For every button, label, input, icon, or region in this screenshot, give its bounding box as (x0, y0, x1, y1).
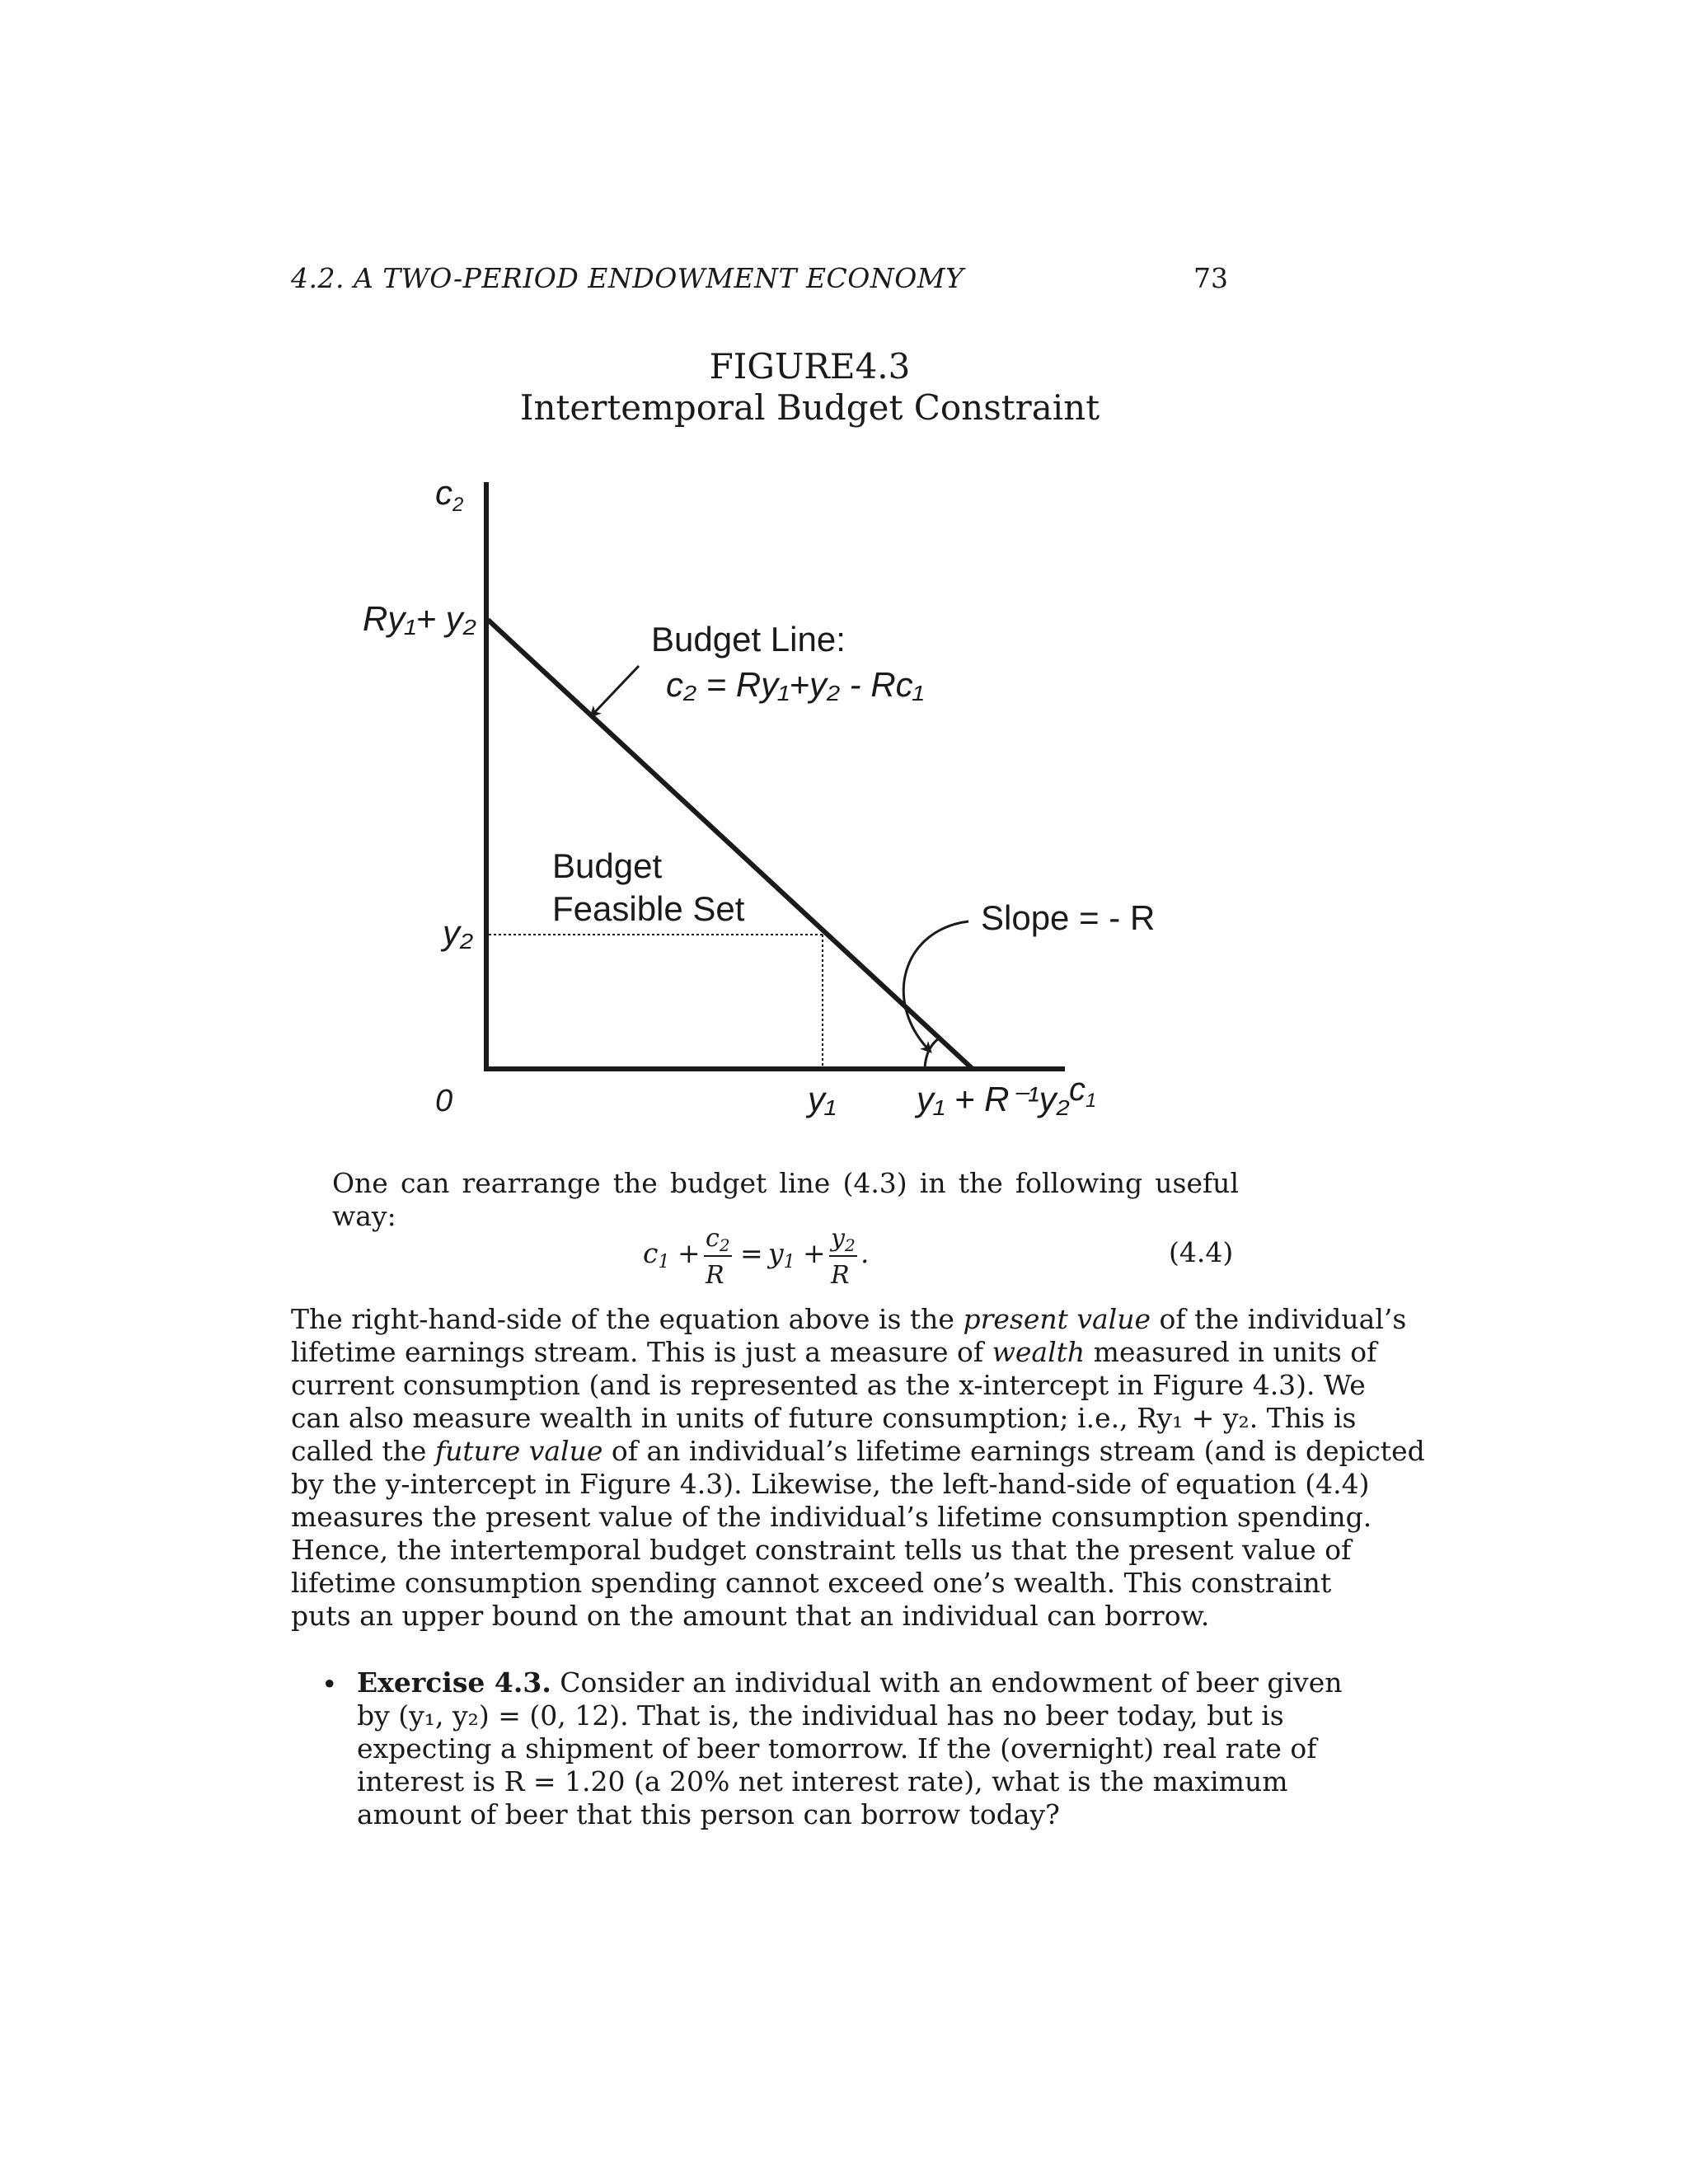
exercise-line: amount of beer that this person can borrow today? (357, 1798, 1060, 1830)
budget-line-equation: c₂ = Ry₁+y₂ - Rc₁ (666, 665, 924, 704)
exercise-4-3 (357, 1666, 1343, 1831)
svg-text:+: + (803, 1237, 826, 1269)
exercise-line: by (y₁, y₂) = (0, 12). That is, the individual has no beer today, but is (357, 1699, 1284, 1732)
body-line: measures the present value of the individual’s lifetime consumption spending. (291, 1501, 1372, 1533)
x-axis-label: $c_1$ (1069, 1071, 1097, 1112)
svg-text:+: + (678, 1237, 701, 1269)
budget-line-arrow (592, 666, 639, 715)
bullet-icon: • (321, 1668, 338, 1700)
body-line: by the y-intercept in Figure 4.3). Likewise, the left-hand-side of equation (4.4) (291, 1468, 1370, 1500)
body-line: puts an upper bound on the amount that an individual can borrow. (291, 1600, 1210, 1632)
exercise-line-first (357, 1666, 1343, 1699)
running-header: 4.2. A TWO-PERIOD ENDOWMENT ECONOMY (291, 262, 964, 294)
y2-label: y₂ (443, 913, 474, 952)
body-line: lifetime earnings stream. This is just a measure of wealth measured in units of (291, 1336, 1377, 1368)
svg-text:y2: $y_2$ (831, 1226, 856, 1255)
body-paragraph (291, 1303, 1425, 1633)
exercise-line: Consider an individual with an endowment of beer given (551, 1666, 1343, 1699)
body-line: Hence, the intertemporal budget constraint tells us that the present value of (291, 1534, 1352, 1566)
page-number: 73 (1193, 262, 1228, 294)
body-line: The right-hand-side of the equation above is the present value of the individual’s (291, 1303, 1407, 1335)
equation-number: (4.4) (1169, 1236, 1234, 1268)
svg-text:.: . (860, 1237, 870, 1269)
y1-label: y₁ (808, 1080, 837, 1118)
svg-text:c1: c1 (643, 1237, 670, 1272)
svg-text:R: R (706, 1261, 724, 1290)
slope-arrow (903, 921, 968, 1051)
slope-label: Slope = - R (981, 898, 1156, 937)
exercise-title: Exercise 4.3. (357, 1666, 551, 1699)
exercise-line: expecting a shipment of beer tomorrow. If the (overnight) real rate of (357, 1732, 1317, 1765)
feasible-set-label-line2: Feasible Set (552, 889, 745, 928)
equation-4-4 (643, 1226, 890, 1298)
body-line: called the future value of an individual’s lifetime earnings stream (and is depicted (291, 1435, 1425, 1467)
exercise-line: interest is R = 1.20 (a 20% net interest rate), what is the maximum (357, 1765, 1288, 1797)
svg-text:R: R (831, 1261, 850, 1290)
budget-line-title: Budget Line: (651, 620, 846, 658)
svg-text:y1: y1 (768, 1237, 795, 1272)
intro-sentence: One can rearrange the budget line (4.3) in the following useful way: (332, 1167, 1239, 1232)
figure-title: Intertemporal Budget Constraint (519, 387, 1100, 428)
y-intercept-label: Ry₁+ y₂ (363, 599, 476, 638)
feasible-set-label-line1: Budget (552, 846, 663, 885)
figure-number: FIGURE4.3 (709, 346, 911, 387)
body-line: lifetime consumption spending cannot exceed one’s wealth. This constraint (291, 1567, 1332, 1599)
svg-text:c2: $c_2$ (706, 1226, 730, 1255)
origin-label: 0 (435, 1084, 453, 1118)
slope-angle-arc (925, 1038, 939, 1069)
body-line: current consumption (and is represented as the x-intercept in Figure 4.3). We (291, 1369, 1366, 1401)
svg-text:=: = (740, 1237, 763, 1269)
body-line: can also measure wealth in units of future consumption; i.e., Ry₁ + y₂. This is (291, 1402, 1357, 1434)
x-intercept-label: y₁ + R⁻¹y₂ (917, 1080, 1070, 1118)
equation-graphic (643, 1226, 890, 1291)
y-axis-label: c2 (435, 473, 464, 516)
